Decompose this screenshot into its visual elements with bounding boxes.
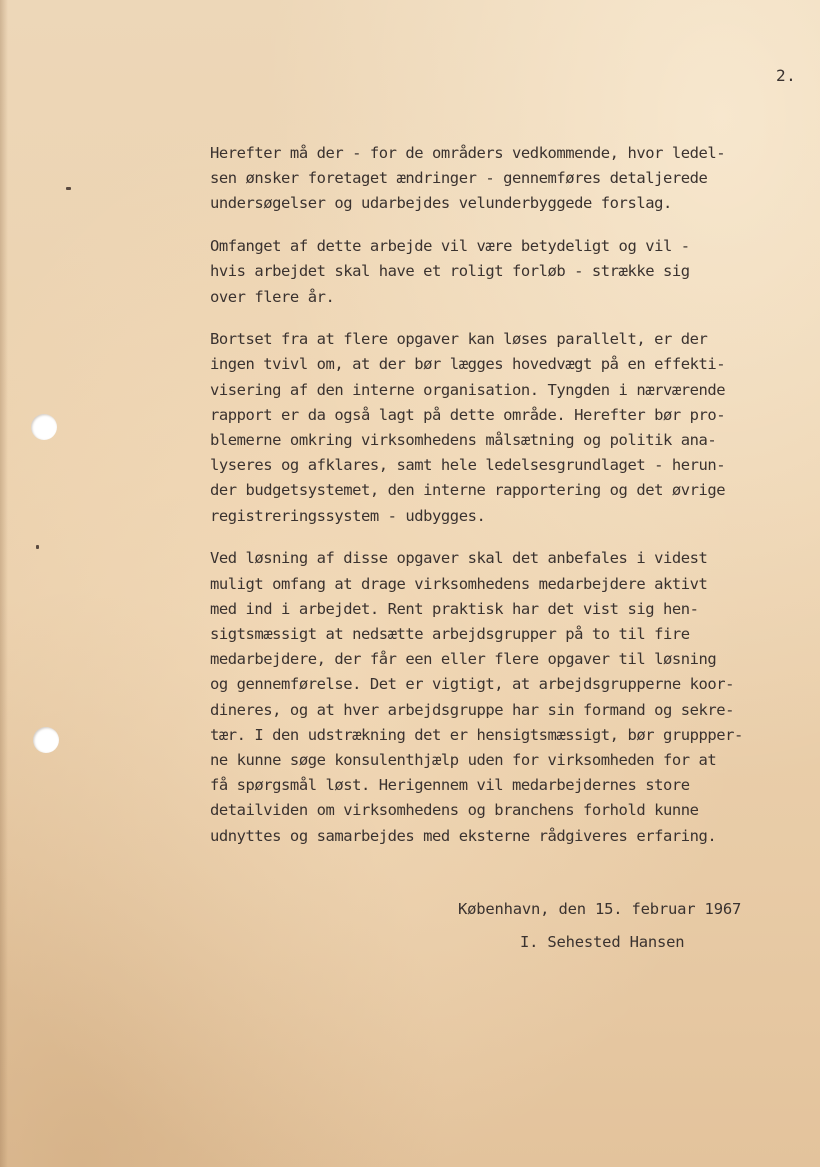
text-line: muligt omfang at drage virksomhedens medarbejdere aktivt xyxy=(210,574,708,593)
paragraph-3 xyxy=(210,327,800,529)
text-line: over flere år. xyxy=(210,287,335,306)
text-line: Omfanget af dette arbejde vil være betydeligt og vil - xyxy=(210,237,690,256)
place-and-date: København, den 15. februar 1967 xyxy=(458,900,742,918)
text-line: få spørgsmål løst. Herigennem vil medarbejdernes store xyxy=(210,776,690,795)
punch-hole xyxy=(33,727,59,753)
text-line: udnyttes og samarbejdes med eksterne rådgiveres erfaring. xyxy=(210,826,717,845)
text-line: lyseres og afklares, samt hele ledelsesgrundlaget - herun- xyxy=(210,456,726,475)
text-line: detailviden om virksomhedens og branchens forhold kunne xyxy=(210,801,699,820)
text-line: Herefter må der - for de områders vedkommende, hvor ledel- xyxy=(210,144,726,162)
paragraph-2 xyxy=(210,234,800,310)
signature-name: I. Sehested Hansen xyxy=(520,933,685,951)
text-line: Ved løsning af disse opgaver skal det anbefales i videst xyxy=(210,549,708,568)
text-line: hvis arbejdet skal have et roligt forløb - strække sig xyxy=(210,262,690,281)
text-line: ingen tvivl om, at der bør lægges hovedvægt på en effekti- xyxy=(210,355,726,374)
text-line: med ind i arbejdet. Rent praktisk har det vist sig hen- xyxy=(210,599,699,618)
punch-hole xyxy=(31,414,57,440)
text-line: og gennemførelse. Det er vigtigt, at arbejdsgrupperne koor- xyxy=(210,675,735,694)
text-line: der budgetsystemet, den interne rapportering og det øvrige xyxy=(210,481,726,500)
text-line: blemerne omkring virksomhedens målsætning og politik ana- xyxy=(210,431,717,450)
paragraph-4 xyxy=(210,546,800,848)
ink-speck xyxy=(36,545,39,549)
paragraph-1 xyxy=(210,141,800,217)
text-line: registreringssystem - udbygges. xyxy=(210,506,486,525)
page-number: 2. xyxy=(776,66,797,85)
text-line: visering af den interne organisation. Tyngden i nærværende xyxy=(210,380,726,399)
text-line: sigtsmæssigt at nedsætte arbejdsgrupper på to til fire xyxy=(210,624,690,643)
paper-edge-shadow xyxy=(0,0,8,1167)
body-text xyxy=(210,141,800,866)
text-line: sen ønsker foretaget ændringer - gennemføres detaljerede xyxy=(210,169,708,188)
text-line: rapport er da også lagt på dette område. Herefter bør pro- xyxy=(210,405,726,424)
ink-speck xyxy=(66,187,71,190)
text-line: Bortset fra at flere opgaver kan løses parallelt, er der xyxy=(210,330,708,349)
text-line: undersøgelser og udarbejdes velunderbyggede forslag. xyxy=(210,194,672,213)
text-line: medarbejdere, der får een eller flere opgaver til løsning xyxy=(210,650,717,669)
text-line: dineres, og at hver arbejdsgruppe har sin formand og sekre- xyxy=(210,700,735,719)
text-line: ne kunne søge konsulenthjælp uden for virksomheden for at xyxy=(210,750,717,769)
text-line: tær. I den udstrækning det er hensigtsmæssigt, bør gruppper- xyxy=(210,725,743,744)
